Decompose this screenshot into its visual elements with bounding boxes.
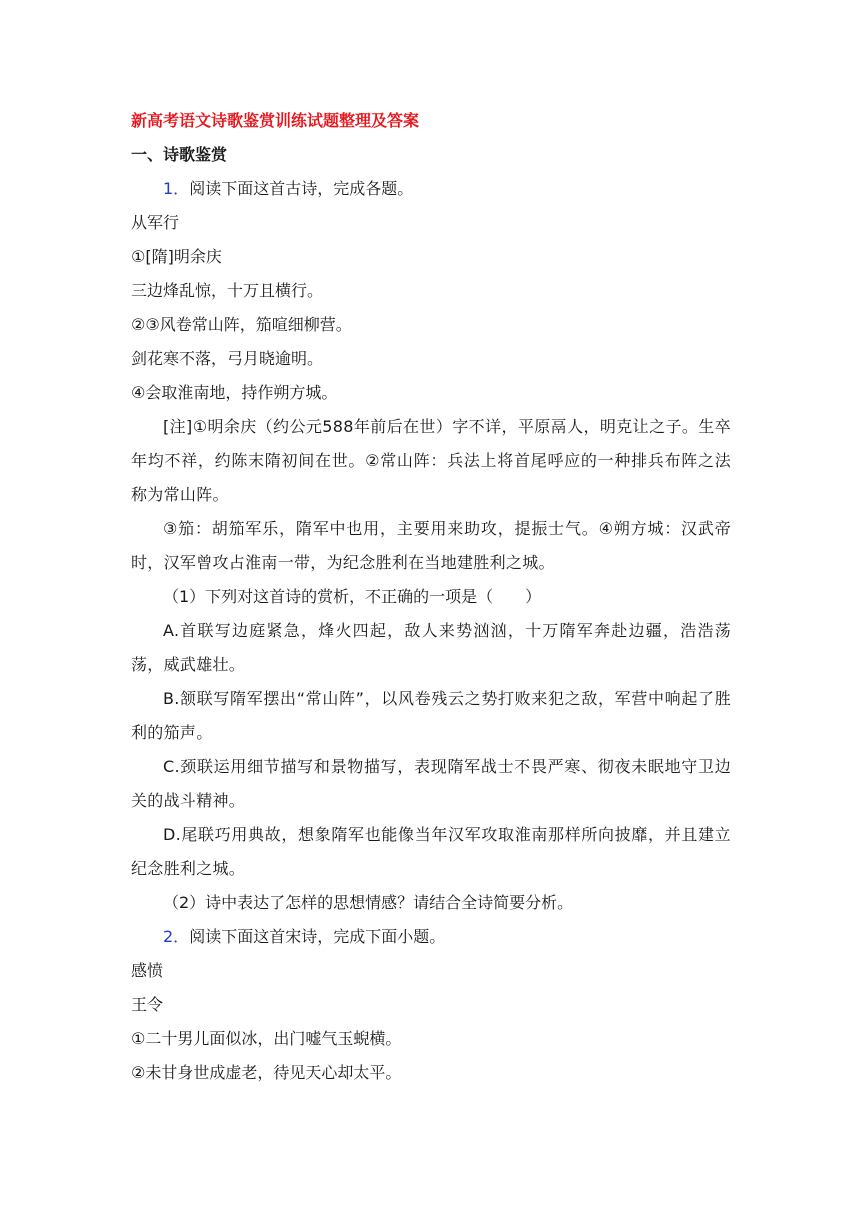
poem-1-title: 从军行 xyxy=(131,213,180,232)
option-d: D.尾联巧用典故，想象隋军也能像当年汉军攻取淮南那样所向披靡，并且建立纪念胜利之城。 xyxy=(131,825,731,878)
poem-2-line: ①二十男儿面似冰，出门嘘气玉蜺横。 xyxy=(131,1029,402,1048)
poem-2-line: ②未甘身世成虚老，待见天心却太平。 xyxy=(131,1063,402,1082)
option-a: A.首联写边庭紧急，烽火四起，敌人来势汹汹，十万隋军奔赴边疆，浩浩荡荡，威武雄壮。 xyxy=(131,621,731,674)
document-body xyxy=(131,104,731,1090)
poem-2-author: 王令 xyxy=(131,995,164,1014)
poem-1-line: 剑花寒不落，弓月晓逾明。 xyxy=(131,349,324,368)
question-1-prompt xyxy=(131,172,731,206)
question-1-number: 1． xyxy=(163,179,190,198)
document-title: 新高考语文诗歌鉴赏训练试题整理及答案 xyxy=(131,111,420,130)
question-2-text: 阅读下面这首宋诗，完成下面小题。 xyxy=(189,927,446,946)
poem-1-note: [注]①明余庆（约公元588年前后在世）字不详，平原鬲人，明克让之子。生卒年均不祥，约陈末隋初间在世。②常山阵：兵法上将首尾呼应的一种排兵布阵之法称为常山阵。 xyxy=(131,417,731,504)
option-c: C.颈联运用细节描写和景物描写，表现隋军战士不畏严寒、彻夜未眠地守卫边关的战斗精神。 xyxy=(131,757,731,810)
section-heading: 一、诗歌鉴赏 xyxy=(131,145,228,164)
question-1-sub-1: （1）下列对这首诗的赏析，不正确的一项是（ ） xyxy=(163,587,542,606)
poem-1-line: ②③风卷常山阵，笳喧细柳营。 xyxy=(131,315,352,334)
poem-1-line: 三边烽乱惊，十万且横行。 xyxy=(131,281,324,300)
poem-2-title: 感愤 xyxy=(131,961,164,980)
question-2-prompt xyxy=(131,920,731,954)
question-2-number: 2． xyxy=(163,927,190,946)
poem-1-note: ③笳：胡笳军乐，隋军中也用，主要用来助攻，提振士气。④朔方城：汉武帝时，汉军曾攻占淮南一带，为纪念胜利在当地建胜利之城。 xyxy=(131,519,731,572)
poem-1-line: ④会取淮南地，持作朔方城。 xyxy=(131,383,338,402)
question-1-sub-2: （2）诗中表达了怎样的思想情感？请结合全诗简要分析。 xyxy=(163,893,574,912)
option-b: B.颔联写隋军摆出“常山阵”，以风卷残云之势打败来犯之敌，军营中响起了胜利的笳声。 xyxy=(131,689,731,742)
question-1-text: 阅读下面这首古诗，完成各题。 xyxy=(189,179,414,198)
poem-1-author: ①[隋]明余庆 xyxy=(131,247,222,266)
